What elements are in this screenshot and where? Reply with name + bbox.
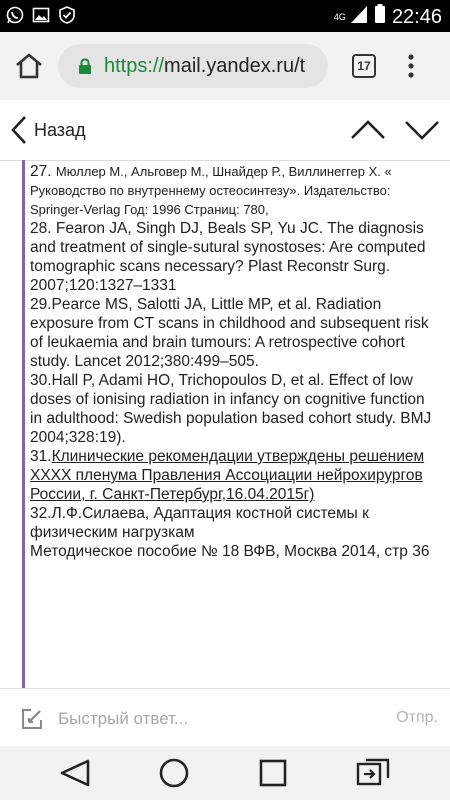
system-back-button[interactable]	[58, 758, 92, 788]
tabs-button[interactable]	[352, 54, 376, 78]
chevron-up-icon	[348, 114, 388, 146]
chevron-left-icon	[8, 114, 30, 146]
clock: 22:46	[391, 5, 442, 28]
reference-item: Методическое пособие № 18 ВФВ, Москва 2014, стр 36	[30, 543, 430, 560]
more-vert-icon	[406, 52, 416, 80]
home-icon	[14, 52, 44, 80]
system-nav-bar	[0, 746, 450, 800]
circle-home-icon	[157, 756, 191, 790]
square-recents-icon	[258, 758, 288, 788]
chevron-down-icon	[402, 114, 442, 146]
shield-check-icon	[58, 6, 76, 24]
browser-toolbar	[0, 32, 450, 100]
reference-item: 28. Fearon JA, Singh DJ, Beals SP, Yu JC. The diagnosis and treatment of single-sutural synostoses: Are computed tomographic scans necessary? Plast Reconstr Surg. 2007;120:1327–1331	[30, 220, 426, 294]
reference-item: 29.Pearce MS, Salotti JA, Little MP, et al. Radiation exposure from CT scans in childhood and subsequent risk of leukaemia and brain tumours: A retrospective cohort study. Lancet 2012;380:499–505.	[30, 296, 429, 370]
battery-icon	[374, 4, 386, 30]
next-message-button[interactable]	[402, 114, 442, 146]
network-type: 4G	[333, 11, 346, 22]
whatsapp-icon	[6, 6, 24, 24]
back-label: Назад	[34, 119, 86, 140]
mail-header	[0, 100, 450, 161]
reference-list	[30, 162, 436, 561]
quick-reply-bar	[0, 688, 450, 747]
triangle-back-icon	[58, 758, 92, 788]
reference-item: 32.Л.Ф.Силаева, Адаптация костной системы к физическим нагрузкам	[30, 505, 369, 541]
reference-item: 31.Клинические рекомендации утверждены решением XXXX пленума Правления Ассоциации нейрохирургов России, г. Санкт-Петербург,16.04.2015г)	[30, 448, 425, 503]
url-text	[104, 55, 305, 78]
guidelines-link[interactable]: Клинические рекомендации утверждены решением XXXX пленума Правления Ассоциации нейрохирургов России, г. Санкт-Петербург,16.04.2015г)	[30, 448, 425, 503]
message-body	[0, 160, 450, 688]
status-bar	[0, 0, 450, 32]
back-button[interactable]	[8, 114, 86, 146]
quick-reply-input[interactable]	[56, 705, 360, 733]
system-home-button[interactable]	[157, 756, 191, 790]
url-host: mail.yandex.ru/t	[164, 54, 306, 77]
url-scheme: https://	[104, 54, 165, 77]
reference-item: 27. Мюллер М., Альговер М., Шнайдер Р., Виллинеггер Х. « Руководство по внутреннему остеосинтезу». Издательство: Springer-Verlag Год: 1996 Страниц: 780,	[30, 163, 392, 217]
signal-icon	[350, 4, 368, 30]
compose-icon[interactable]	[20, 707, 44, 731]
tab-count: 17	[357, 59, 371, 73]
address-bar[interactable]	[58, 44, 328, 88]
image-icon	[32, 6, 50, 24]
reference-item: 30.Hall P, Adami HO, Trichopoulos D, et al. Effect of low doses of ionising radiation in infancy on cognitive function in adulthood: Swedish population based cohort study. BMJ 2004;328:19).	[30, 372, 432, 446]
dual-window-button[interactable]	[356, 758, 390, 788]
home-button[interactable]	[14, 52, 44, 80]
lock-icon	[78, 58, 92, 74]
send-button[interactable]: Отпр.	[396, 709, 438, 726]
previous-message-button[interactable]	[348, 114, 388, 146]
browser-menu-button[interactable]	[406, 52, 416, 80]
system-recents-button[interactable]	[258, 758, 288, 788]
quote-bar	[22, 160, 25, 688]
dual-window-icon	[356, 758, 390, 788]
